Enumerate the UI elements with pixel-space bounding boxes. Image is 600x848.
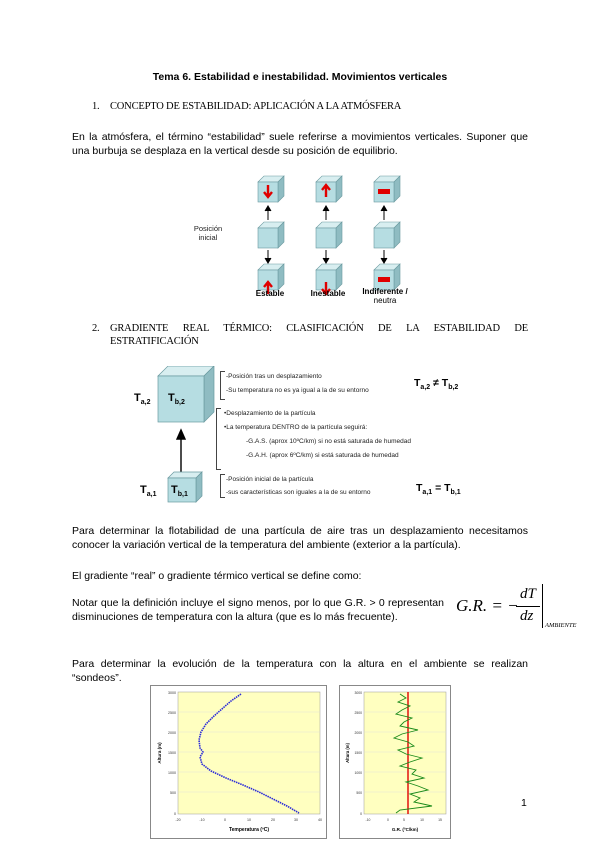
- cube-stable-middle: [258, 222, 284, 248]
- mid-note-line2: •La temperatura DENTRO de la partícula seguirá:: [224, 424, 368, 431]
- svg-text:500: 500: [356, 791, 362, 795]
- cube-neutral-top: [374, 176, 400, 202]
- section-2-heading-line1: GRADIENTE REAL TÉRMICO: CLASIFICACIÓN DE LA ESTABILIDAD DE: [110, 323, 528, 334]
- top-note-line1: -Posición tras un desplazamiento: [226, 373, 322, 380]
- svg-text:0: 0: [360, 812, 362, 816]
- arrow-down-icon: [323, 250, 329, 263]
- paragraph-soundings: Para determinar la evolución de la temperatura con la altura en el ambiente se realizan “sondeos”.: [72, 658, 528, 684]
- formula-evaluation-bar: [542, 584, 543, 628]
- svg-text:10: 10: [420, 818, 424, 822]
- bracket-top: [220, 371, 225, 400]
- page-title: Tema 6. Estabilidad e inestabilidad. Movimientos verticales: [152, 71, 448, 83]
- mid-note-line3: -G.A.S. (aprox 10ºC/km) si no está saturada de humedad: [246, 438, 411, 445]
- label-stable: Estable: [255, 289, 285, 298]
- arrow-up-icon: [265, 206, 271, 220]
- cube-stable-top: [258, 176, 284, 202]
- chart1-y-label: Altura (m): [157, 742, 162, 764]
- arrow-down-icon: [381, 250, 387, 263]
- svg-text:0: 0: [387, 818, 389, 822]
- svg-text:1000: 1000: [354, 771, 362, 775]
- cube-unstable-top: [316, 176, 342, 202]
- svg-text:-20: -20: [175, 818, 181, 822]
- svg-text:2000: 2000: [168, 731, 176, 735]
- chart1-y-ticks: [168, 691, 176, 816]
- arrow-down-icon: [265, 250, 271, 263]
- bracket-middle: [216, 408, 221, 470]
- chart1-x-label: Temperatura (ºC): [228, 827, 270, 833]
- svg-text:1500: 1500: [168, 751, 176, 755]
- section-1-heading: CONCEPTO DE ESTABILIDAD: APLICACIÓN A LA ATMÓSFERA: [110, 101, 402, 112]
- bottom-note-line1: -Posición inicial de la partícula: [226, 476, 314, 483]
- chart2-x-label: G.R. (ºC/km): [391, 827, 419, 832]
- svg-text:-10: -10: [199, 818, 205, 822]
- svg-text:20: 20: [271, 818, 275, 822]
- label-ta2: $T_{a,2}$: [134, 392, 151, 407]
- initial-position-label-line1: Posición: [193, 224, 223, 233]
- chart2-y-label: Altura (m): [345, 743, 350, 763]
- formula-subscript: AMBIENTE: [545, 622, 577, 629]
- paragraph-gradient-definition: El gradiente “real” o gradiente térmico vertical se define como:: [72, 570, 362, 582]
- svg-text:1000: 1000: [168, 771, 176, 775]
- svg-text:10: 10: [247, 818, 251, 822]
- svg-text:15: 15: [438, 818, 442, 822]
- formula-lhs: G.R. = −: [456, 596, 519, 615]
- svg-text:1500: 1500: [354, 751, 362, 755]
- svg-text:2500: 2500: [168, 711, 176, 715]
- svg-text:2000: 2000: [354, 731, 362, 735]
- paragraph-stability-intro: En la atmósfera, el término “estabilidad” suele referirse a movimientos verticales. Suponer que una burbuja se desplaza en la vertical desde su posición de equilibrio.: [72, 131, 528, 157]
- equality-label: $T_{a,1} = T_{b,1}$: [416, 482, 461, 497]
- mid-note-line1: •Desplazamiento de la partícula: [224, 410, 316, 417]
- svg-text:2500: 2500: [354, 711, 362, 715]
- svg-text:3000: 3000: [354, 691, 362, 695]
- bottom-note-line2: -sus características son iguales a la de su entorno: [226, 489, 371, 496]
- mid-note-line4: -G.A.H. (aprox 6ºC/km) si está saturada de humedad: [246, 452, 399, 459]
- svg-text:30: 30: [294, 818, 298, 822]
- label-unstable: Inestable: [310, 289, 346, 298]
- chart1-plot-area: [178, 692, 320, 814]
- label-ta1: $T_{a,1}$: [140, 484, 157, 499]
- chart2-x-ticks: [366, 818, 442, 822]
- top-note-line2: -Su temperatura no es ya igual a la de su entorno: [226, 387, 369, 394]
- section-2-heading-line2: ESTRATIFICACIÓN: [110, 336, 199, 347]
- svg-text:3000: 3000: [168, 691, 176, 695]
- formula-numerator: dT: [520, 586, 536, 602]
- formula-fraction-bar: [516, 606, 540, 607]
- section-1-number: 1.: [92, 101, 100, 112]
- parcel-cube-upper-side: [204, 366, 214, 422]
- label-tb1: $T_{b,1}$: [171, 484, 188, 499]
- temperature-sounding-chart: [150, 685, 327, 839]
- svg-text:0: 0: [174, 812, 176, 816]
- cube-neutral-middle: [374, 222, 400, 248]
- arrow-up-icon: [381, 206, 387, 220]
- page-number: 1: [521, 797, 527, 809]
- inequality-label: $T_{a,2} \ne T_{b,2}$: [414, 377, 459, 392]
- svg-text:-10: -10: [365, 818, 371, 822]
- chart2-y-ticks: [354, 691, 362, 816]
- label-neutral-line1: Indiferente /: [362, 287, 408, 296]
- section-2-number: 2.: [92, 323, 100, 334]
- arrow-up-icon: [323, 206, 329, 220]
- formula-denominator: dz: [520, 608, 534, 624]
- paragraph-buoyancy: Para determinar la flotabilidad de una partícula de aire tras un desplazamiento necesitamos conocer la variación vertical de la temperatura del ambiente (exterior a la partícula).: [72, 525, 528, 551]
- svg-text:40: 40: [318, 818, 322, 822]
- initial-position-label-line2: inicial: [198, 233, 218, 242]
- label-neutral-line2: neutra: [373, 296, 397, 305]
- bracket-bottom: [220, 474, 225, 498]
- chart1-x-ticks: [175, 818, 322, 822]
- arrow-up-icon: [177, 430, 185, 472]
- label-tb2: $T_{b,2}$: [168, 392, 185, 407]
- gradient-profile-chart: [339, 685, 451, 839]
- svg-text:500: 500: [170, 791, 176, 795]
- cube-unstable-middle: [316, 222, 342, 248]
- svg-text:0: 0: [224, 818, 226, 822]
- svg-text:5: 5: [403, 818, 405, 822]
- paragraph-sign-note: Notar que la definición incluye el signo menos, por lo que G.R. > 0 representan disminuciones de temperatura con la altura (que es lo más frecuente).: [72, 597, 444, 623]
